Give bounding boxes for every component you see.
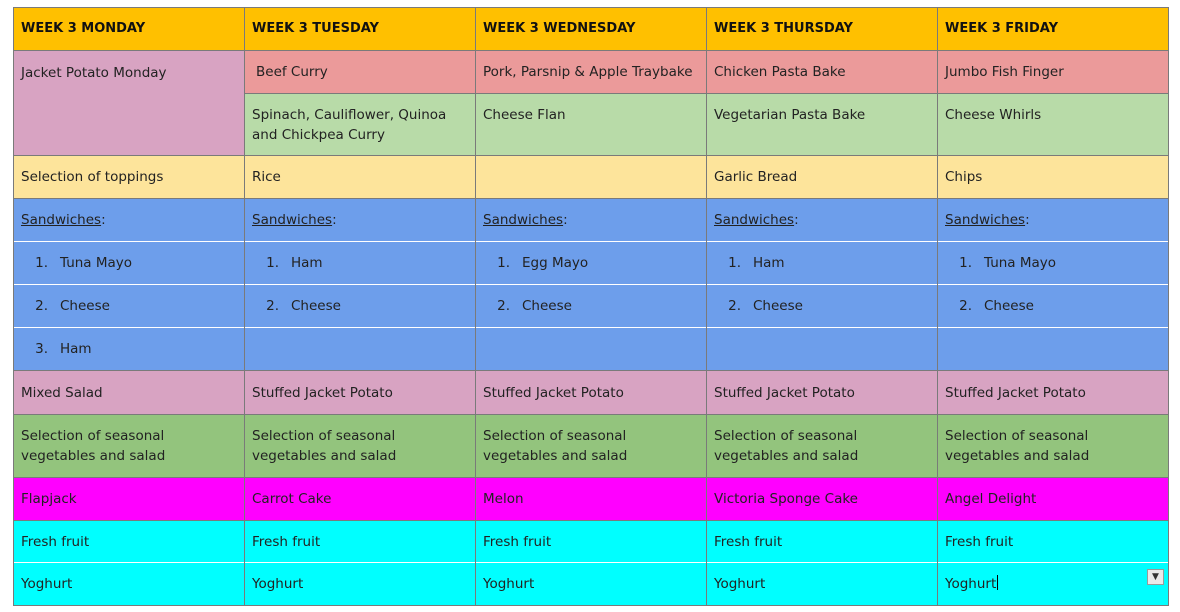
sandwiches-label: Sandwiches <box>483 212 564 228</box>
veg-wednesday[interactable]: Cheese Flan <box>476 94 707 156</box>
side-friday[interactable]: Chips <box>938 156 1169 199</box>
sandwich-monday-3[interactable] <box>14 328 245 371</box>
sandwiches-label: Sandwiches <box>714 212 795 228</box>
sandwiches-label-thursday[interactable]: Sandwiches: <box>707 199 938 242</box>
sandwich-monday-2[interactable] <box>14 285 245 328</box>
sandwich-tuesday-3[interactable] <box>245 328 476 371</box>
main-monday[interactable]: Jacket Potato Monday <box>14 51 245 156</box>
header-monday[interactable]: WEEK 3 MONDAY <box>14 8 245 51</box>
dessert-thursday[interactable]: Victoria Sponge Cake <box>707 478 938 521</box>
alternative-row <box>14 371 1169 415</box>
list-number: 1. <box>266 255 279 271</box>
chevron-down-icon[interactable]: ▼ <box>1147 569 1164 585</box>
sandwich-name: Tuna Mayo <box>984 255 1057 271</box>
fruit-tuesday[interactable]: Fresh fruit <box>245 521 476 563</box>
sandwich-wednesday-2[interactable] <box>476 285 707 328</box>
sandwich-row-3 <box>14 328 1169 371</box>
dessert-monday[interactable]: Flapjack <box>14 478 245 521</box>
alt-friday[interactable]: Stuffed Jacket Potato <box>938 371 1169 415</box>
sandwich-thursday-1[interactable] <box>707 242 938 285</box>
veg-friday[interactable]: Cheese Whirls <box>938 94 1169 156</box>
sandwich-friday-1[interactable] <box>938 242 1169 285</box>
sandwich-thursday-2[interactable] <box>707 285 938 328</box>
header-thursday[interactable]: WEEK 3 THURSDAY <box>707 8 938 51</box>
alt-wednesday[interactable]: Stuffed Jacket Potato <box>476 371 707 415</box>
sandwiches-label-wednesday[interactable]: Sandwiches: <box>476 199 707 242</box>
lunch-menu-table <box>13 7 1169 606</box>
yoghurt-friday[interactable] <box>938 563 1169 606</box>
list-number: 2. <box>959 298 972 314</box>
list-number: 3. <box>35 341 48 357</box>
sandwiches-label-tuesday[interactable]: Sandwiches: <box>245 199 476 242</box>
sandwiches-label-monday[interactable]: Sandwiches: <box>14 199 245 242</box>
sandwich-wednesday-1[interactable] <box>476 242 707 285</box>
fresh-fruit-row <box>14 521 1169 563</box>
list-number: 1. <box>35 255 48 271</box>
sandwiches-label-friday[interactable]: Sandwiches: <box>938 199 1169 242</box>
side-wednesday[interactable] <box>476 156 707 199</box>
sandwiches-label: Sandwiches <box>252 212 333 228</box>
main-course-row <box>14 51 1169 94</box>
dessert-row <box>14 478 1169 521</box>
sandwich-name: Cheese <box>984 298 1034 314</box>
sandwich-name: Tuna Mayo <box>60 255 133 271</box>
list-number: 2. <box>35 298 48 314</box>
veg-salad-monday[interactable]: Selection of seasonal vegetables and salad <box>14 415 245 478</box>
alt-thursday[interactable]: Stuffed Jacket Potato <box>707 371 938 415</box>
list-number: 1. <box>728 255 741 271</box>
sandwich-name: Egg Mayo <box>522 255 589 271</box>
veg-tuesday[interactable]: Spinach, Cauliflower, Quinoa and Chickpea Curry <box>245 94 476 156</box>
sandwiches-label: Sandwiches <box>21 212 102 228</box>
header-row <box>14 8 1169 51</box>
sandwich-friday-2[interactable] <box>938 285 1169 328</box>
veg-thursday[interactable]: Vegetarian Pasta Bake <box>707 94 938 156</box>
list-number: 2. <box>497 298 510 314</box>
list-number: 2. <box>728 298 741 314</box>
yoghurt-monday[interactable]: Yoghurt <box>14 563 245 606</box>
main-thursday[interactable]: Chicken Pasta Bake <box>707 51 938 94</box>
fruit-friday[interactable]: Fresh fruit <box>938 521 1169 563</box>
sandwich-row-1 <box>14 242 1169 285</box>
fruit-wednesday[interactable]: Fresh fruit <box>476 521 707 563</box>
sandwich-name: Ham <box>60 341 92 357</box>
sandwich-tuesday-1[interactable] <box>245 242 476 285</box>
list-number: 1. <box>497 255 510 271</box>
yoghurt-wednesday[interactable]: Yoghurt <box>476 563 707 606</box>
sandwich-name: Cheese <box>753 298 803 314</box>
sandwich-tuesday-2[interactable] <box>245 285 476 328</box>
vegetables-row <box>14 415 1169 478</box>
alt-monday[interactable]: Mixed Salad <box>14 371 245 415</box>
sandwiches-label: Sandwiches <box>945 212 1026 228</box>
yoghurt-text: Yoghurt <box>945 576 997 592</box>
fruit-monday[interactable]: Fresh fruit <box>14 521 245 563</box>
veg-salad-friday[interactable]: Selection of seasonal vegetables and salad <box>938 415 1169 478</box>
fruit-thursday[interactable]: Fresh fruit <box>707 521 938 563</box>
sandwiches-label-row <box>14 199 1169 242</box>
list-number: 2. <box>266 298 279 314</box>
main-wednesday[interactable]: Pork, Parsnip & Apple Traybake <box>476 51 707 94</box>
main-friday[interactable]: Jumbo Fish Finger <box>938 51 1169 94</box>
list-number: 1. <box>959 255 972 271</box>
text-cursor <box>997 575 998 590</box>
header-wednesday[interactable]: WEEK 3 WEDNESDAY <box>476 8 707 51</box>
yoghurt-row <box>14 563 1169 606</box>
sandwich-name: Ham <box>291 255 323 271</box>
veg-salad-thursday[interactable]: Selection of seasonal vegetables and salad <box>707 415 938 478</box>
dessert-wednesday[interactable]: Melon <box>476 478 707 521</box>
header-tuesday[interactable]: WEEK 3 TUESDAY <box>245 8 476 51</box>
side-thursday[interactable]: Garlic Bread <box>707 156 938 199</box>
veg-salad-tuesday[interactable]: Selection of seasonal vegetables and salad <box>245 415 476 478</box>
alt-tuesday[interactable]: Stuffed Jacket Potato <box>245 371 476 415</box>
sandwich-name: Cheese <box>60 298 110 314</box>
sandwich-row-2 <box>14 285 1169 328</box>
yoghurt-tuesday[interactable]: Yoghurt <box>245 563 476 606</box>
sandwich-monday-1[interactable] <box>14 242 245 285</box>
sandwich-name: Cheese <box>522 298 572 314</box>
sides-row <box>14 156 1169 199</box>
sandwich-friday-3[interactable] <box>938 328 1169 371</box>
header-friday[interactable]: WEEK 3 FRIDAY <box>938 8 1169 51</box>
side-monday[interactable]: Selection of toppings <box>14 156 245 199</box>
sandwich-wednesday-3[interactable] <box>476 328 707 371</box>
veg-salad-wednesday[interactable]: Selection of seasonal vegetables and salad <box>476 415 707 478</box>
yoghurt-thursday[interactable]: Yoghurt <box>707 563 938 606</box>
dessert-tuesday[interactable]: Carrot Cake <box>245 478 476 521</box>
dessert-friday[interactable]: Angel Delight <box>938 478 1169 521</box>
side-tuesday[interactable]: Rice <box>245 156 476 199</box>
sandwich-name: Cheese <box>291 298 341 314</box>
sandwich-thursday-3[interactable] <box>707 328 938 371</box>
sandwich-name: Ham <box>753 255 785 271</box>
main-tuesday[interactable]: Beef Curry <box>245 51 476 94</box>
